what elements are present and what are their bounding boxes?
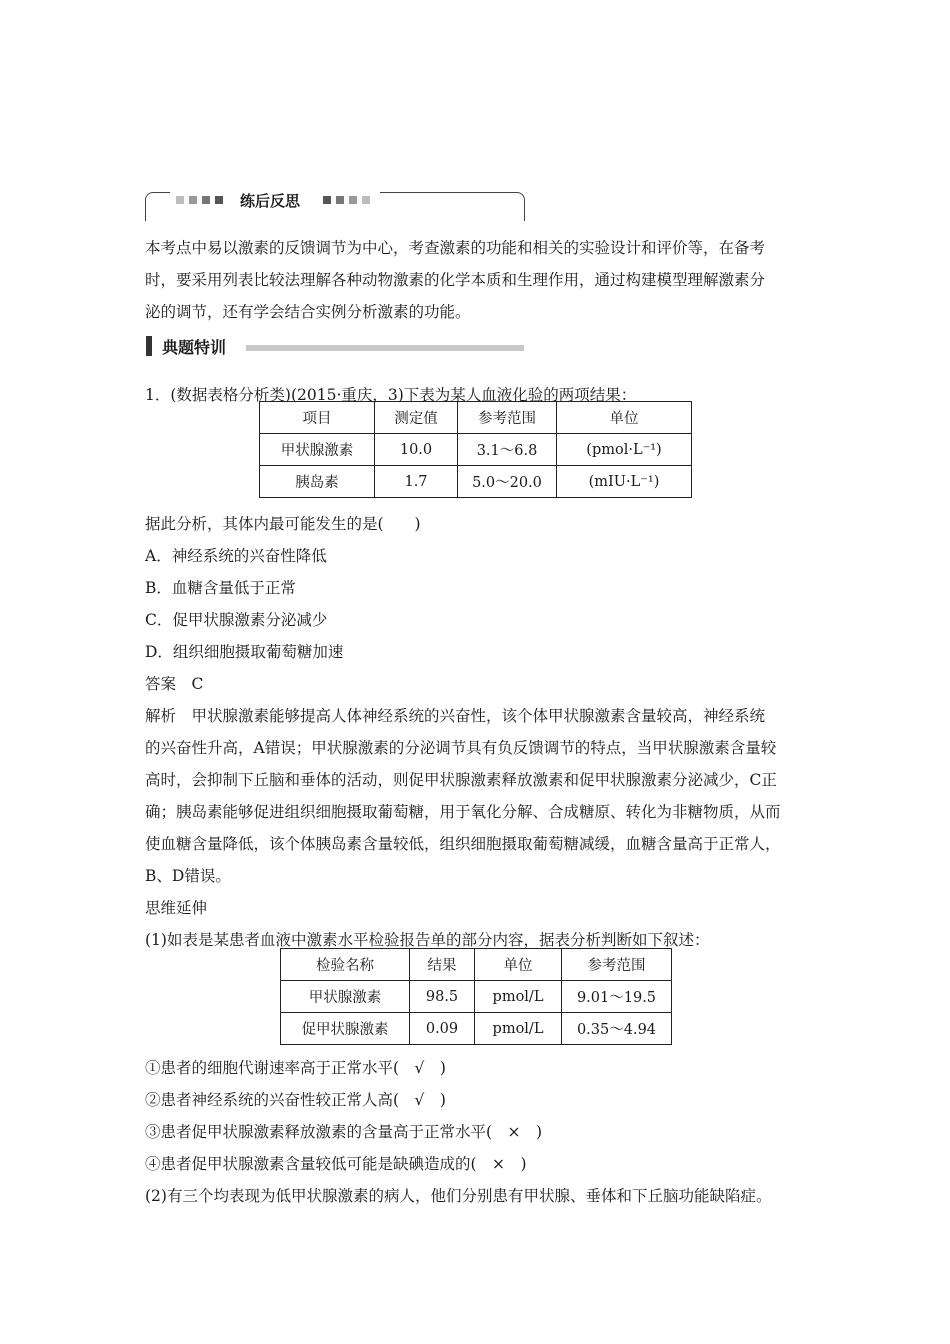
lab-result-table <box>259 401 692 498</box>
decor-square <box>323 196 331 204</box>
table-cell: 9.01～19.5 <box>562 981 672 1013</box>
option-a: A．神经系统的兴奋性降低 <box>145 547 327 565</box>
table-cell: pmol/L <box>475 981 562 1013</box>
section-marker <box>146 336 152 356</box>
option-b: B．血糖含量低于正常 <box>145 579 296 597</box>
reflection-line: 时，要采用列表比较法理解各种动物激素的化学本质和生理作用，通过构建模型理解激素分 <box>145 271 766 289</box>
analysis-line: 高时，会抑制下丘脑和垂体的活动，则促甲状腺激素释放激素和促甲状腺激素分泌减少，C正 <box>145 771 777 789</box>
extension-title: 思维延伸 <box>145 899 208 917</box>
table-header-row <box>260 402 692 434</box>
table-cell: 98.5 <box>410 981 475 1013</box>
table-cell: 0.35～4.94 <box>562 1013 672 1045</box>
table-cell: 促甲状腺激素 <box>281 1013 410 1045</box>
statement: ②患者神经系统的兴奋性较正常人高( √ ) <box>145 1091 446 1109</box>
decor-square <box>202 196 210 204</box>
table-cell: (mIU·L⁻¹) <box>557 466 692 498</box>
section-title: 典题特训 <box>162 338 227 357</box>
analysis-line: 解析 甲状腺激素能够提高人体神经系统的兴奋性，该个体甲状腺激素含量较高，神经系统 <box>145 707 766 725</box>
table-header: 测定值 <box>375 402 458 434</box>
reflection-line: 本考点中易以激素的反馈调节为中心，考查激素的功能和相关的实验设计和评价等，在备考 <box>145 239 766 257</box>
table-row <box>281 1013 672 1045</box>
reflection-title: 练后反思 <box>240 192 301 210</box>
table-cell: 3.1～6.8 <box>458 434 557 466</box>
answer: 答案 C <box>145 675 204 693</box>
extension-intro: (1)如表是某患者血液中激素水平检验报告单的部分内容，据表分析判断如下叙述： <box>145 931 710 949</box>
table-header-row <box>281 949 672 981</box>
table-cell: 胰岛素 <box>260 466 375 498</box>
table-cell: pmol/L <box>475 1013 562 1045</box>
table-header: 项目 <box>260 402 375 434</box>
analysis-line: 的兴奋性升高，A错误；甲状腺激素的分泌调节具有负反馈调节的特点，当甲状腺激素含量较 <box>145 739 777 757</box>
hormone-report-table <box>280 948 672 1045</box>
analysis-line: B、D错误。 <box>145 867 231 885</box>
question-stem: 1．(数据表格分析类)(2015·重庆，3)下表为某人血液化验的两项结果： <box>145 386 637 404</box>
decor-square <box>215 196 223 204</box>
table-header: 参考范围 <box>458 402 557 434</box>
extension-part2: (2)有三个均表现为低甲状腺激素的病人，他们分别患有甲状腺、垂体和下丘脑功能缺陷症。 <box>145 1187 772 1205</box>
table-cell: 甲状腺激素 <box>260 434 375 466</box>
table-cell: 0.09 <box>410 1013 475 1045</box>
table-header: 结果 <box>410 949 475 981</box>
table-cell: 5.0～20.0 <box>458 466 557 498</box>
decor-square <box>349 196 357 204</box>
statement: ④患者促甲状腺激素含量较低可能是缺碘造成的( × ) <box>145 1155 527 1173</box>
statement: ①患者的细胞代谢速率高于正常水平( √ ) <box>145 1059 446 1077</box>
statement: ③患者促甲状腺激素释放激素的含量高于正常水平( × ) <box>145 1123 543 1141</box>
table-header: 单位 <box>557 402 692 434</box>
decor-square <box>176 196 184 204</box>
table-row <box>260 466 692 498</box>
option-c: C．促甲状腺激素分泌减少 <box>145 611 328 629</box>
table-cell: 甲状腺激素 <box>281 981 410 1013</box>
reflection-line: 泌的调节，还有学会结合实例分析激素的功能。 <box>145 303 471 321</box>
table-cell: (pmol·L⁻¹) <box>557 434 692 466</box>
option-d: D．组织细胞摄取葡萄糖加速 <box>145 643 344 661</box>
decor-square <box>362 196 370 204</box>
table-cell: 10.0 <box>375 434 458 466</box>
question-prompt: 据此分析，其体内最可能发生的是( ) <box>145 515 421 533</box>
table-header: 参考范围 <box>562 949 672 981</box>
table-cell: 1.7 <box>375 466 458 498</box>
table-row <box>281 981 672 1013</box>
table-header: 单位 <box>475 949 562 981</box>
analysis-line: 确；胰岛素能够促进组织细胞摄取葡萄糖，用于氧化分解、合成糖原、转化为非糖物质，从而 <box>145 803 781 821</box>
section-rule <box>246 345 524 351</box>
analysis-line: 使血糖含量降低，该个体胰岛素含量较低，组织细胞摄取葡萄糖减缓，血糖含量高于正常人， <box>145 835 781 853</box>
decor-square <box>189 196 197 204</box>
table-header: 检验名称 <box>281 949 410 981</box>
table-row <box>260 434 692 466</box>
decor-square <box>336 196 344 204</box>
